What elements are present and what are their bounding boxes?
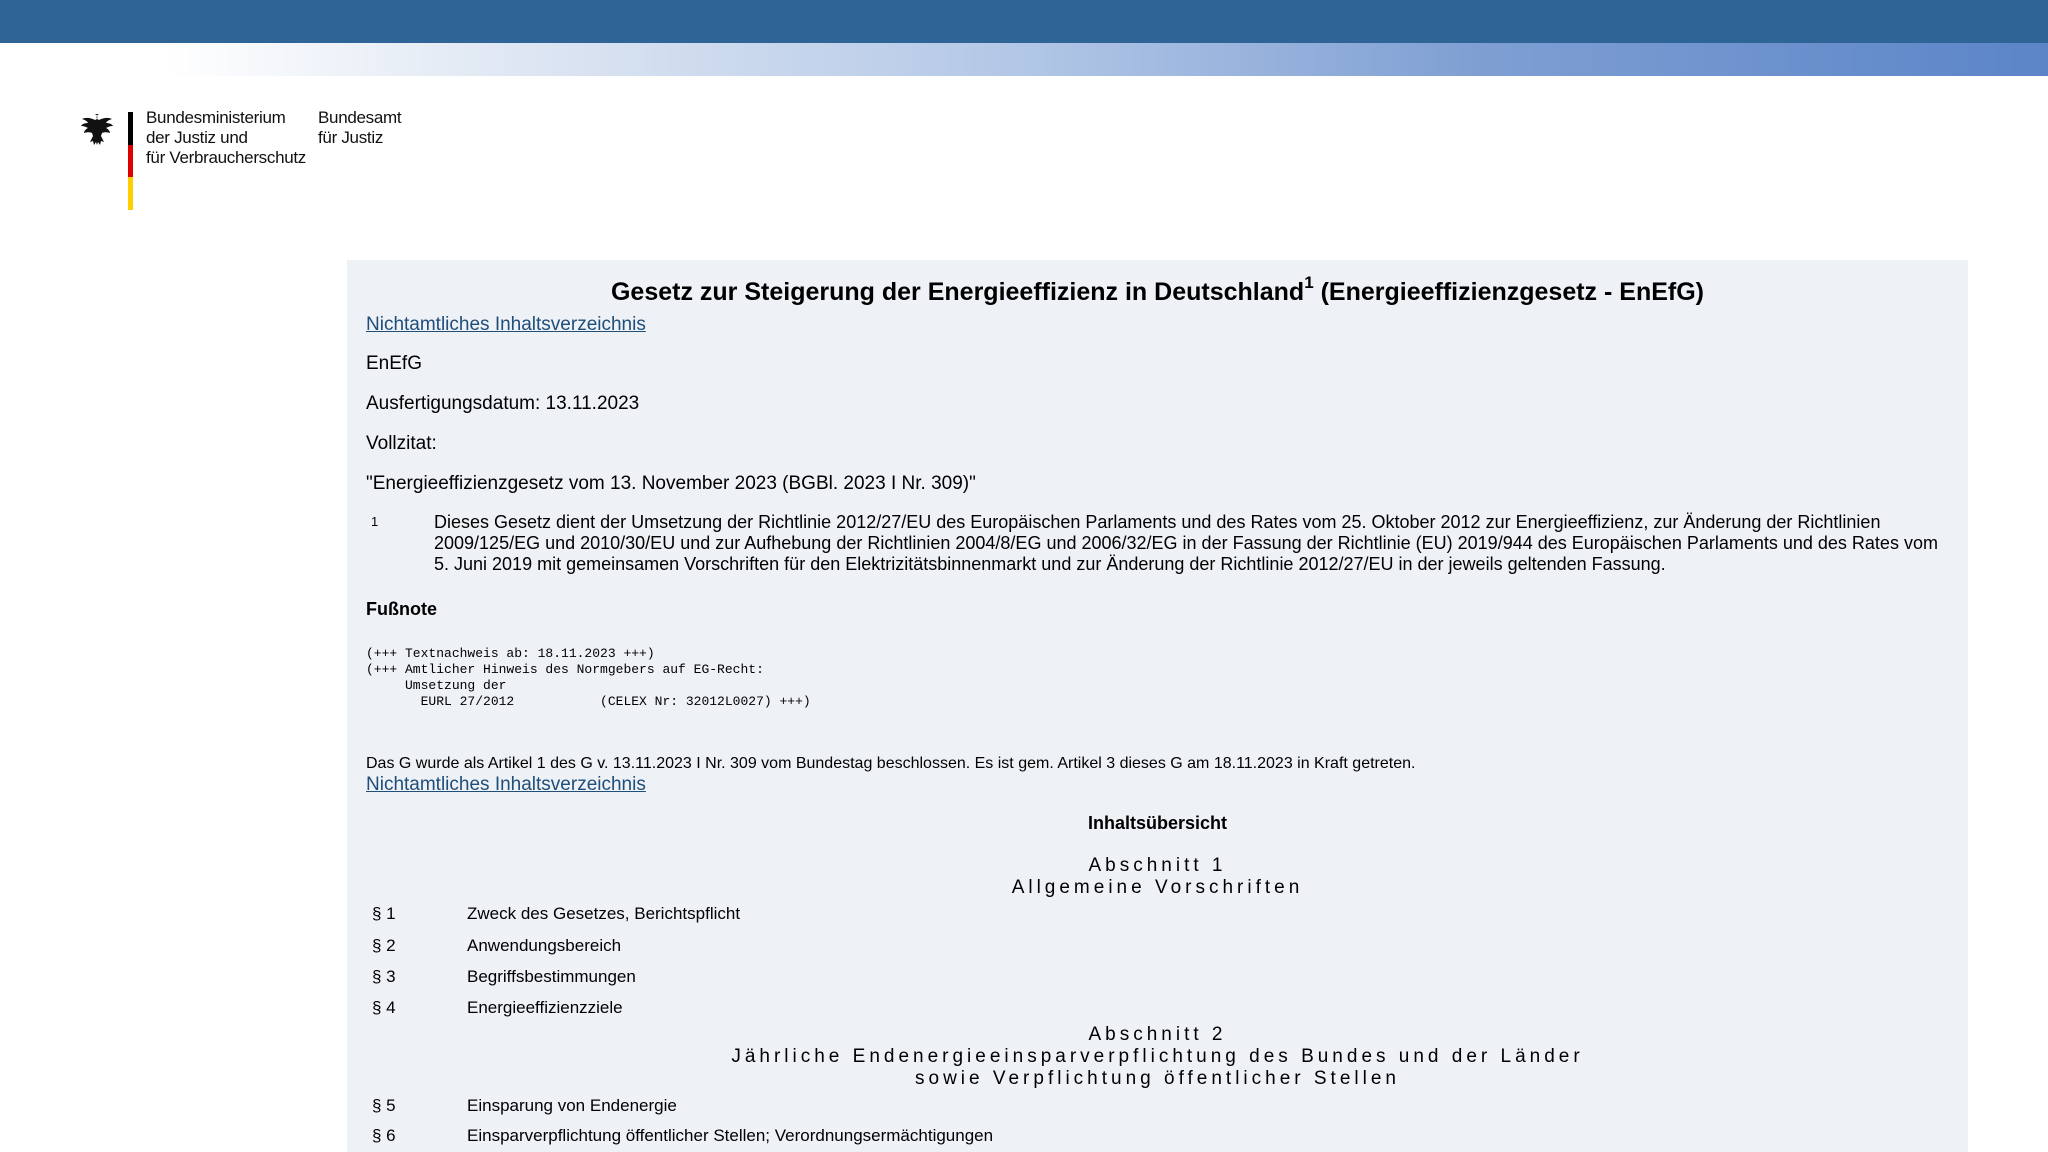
gradient-banner bbox=[0, 43, 2048, 76]
law-content-panel bbox=[347, 260, 1968, 1152]
german-flag-stripe bbox=[128, 112, 133, 210]
toc-item-link[interactable]: Zweck des Gesetzes, Berichtspflicht bbox=[467, 904, 741, 923]
flag-red bbox=[128, 145, 133, 178]
execution-date: Ausfertigungsdatum: 13.11.2023 bbox=[366, 393, 640, 414]
law-title: Gesetz zur Steigerung der Energieeffizienz in Deutschland$^1$ (Energieeffizienzgesetz - EnEfG) bbox=[610, 273, 1704, 306]
toc-item-link[interactable]: Einsparverpflichtung öffentlicher Stellen; Verordnungsermächtigungen bbox=[467, 1126, 994, 1145]
footnote-number: 1 bbox=[371, 514, 379, 529]
section-2-label: Abschnitt 2 bbox=[1088, 1024, 1227, 1045]
enactment-note: Das G wurde als Artikel 1 des G v. 13.11.2023 I Nr. 309 vom Bundestag beschlossen. Es ist gem. Artikel 3 dieses G am 18.11.2023 in Kraft getreten. bbox=[366, 755, 1416, 772]
vollzitat-label: Vollzitat: bbox=[366, 433, 437, 454]
toc-heading: Inhaltsübersicht bbox=[1087, 813, 1228, 833]
law-abbreviation: EnEfG bbox=[366, 353, 422, 374]
flag-black bbox=[128, 112, 133, 145]
vollzitat-text: "Energieeffizienzgesetz vom 13. November 2023 (BGBl. 2023 I Nr. 309)" bbox=[366, 473, 976, 494]
toc-item-number: § 5 bbox=[372, 1096, 396, 1115]
section-2-heading bbox=[347, 1024, 1968, 1090]
section-2-title-line2: sowie Verpflichtung öffentlicher Stellen bbox=[915, 1068, 1400, 1089]
toc-item-number: § 1 bbox=[372, 904, 396, 923]
toc-item-number: § 4 bbox=[372, 998, 396, 1017]
fussnote-mono-text: (+++ Textnachweis ab: 18.11.2023 +++) (+++ Amtlicher Hinweis des Normgebers auf EG-Recht: Umsetzung der EURL 27/2012 (CELEX Nr: 32012L0027) +++) bbox=[366, 646, 811, 709]
section-1-title: Allgemeine Vorschriften bbox=[1011, 877, 1304, 898]
footnote-text: Dieses Gesetz dient der Umsetzung der Richtlinie 2012/27/EU des Europäischen Parlaments und des Rates vom 25. Oktober 2012 zur Energieeffizienz, zur Änderung der Richtlinien 2009/125/EG und 2010/30/EU und zur Aufhebung der Richtlinien 2004/8/EG und 2006/32/EG in der Fassung der Richtlinie (EU) 2019/944 des Europäischen Parlaments und des Rates vom 5. Juni 2019 mit gemeinsamen Vorschriften für den Elektrizitätsbinnenmarkt und zur Änderung der Richtlinie 2012/27/EU in der jeweils geltenden Fassung. bbox=[434, 512, 1938, 574]
toc-link-2[interactable]: Nichtamtliches Inhaltsverzeichnis bbox=[366, 774, 646, 795]
office-name: Bundesamt für Justiz bbox=[318, 108, 402, 147]
section-1-heading bbox=[347, 855, 1968, 899]
toc-item-link[interactable]: Einsparung von Endenergie bbox=[467, 1096, 677, 1115]
federal-eagle-icon bbox=[80, 110, 120, 150]
toc-item-number: § 3 bbox=[372, 967, 396, 986]
flag-gold bbox=[128, 177, 133, 210]
toc-item-link[interactable]: Begriffsbestimmungen bbox=[467, 967, 636, 986]
toc-link[interactable]: Nichtamtliches Inhaltsverzeichnis bbox=[366, 314, 646, 335]
toc-item-number: § 2 bbox=[372, 936, 396, 955]
toc-item-link[interactable]: Energieeffizienzziele bbox=[467, 998, 623, 1017]
section-2-title-line1: Jährliche Endenergieeinsparverpflichtung des Bundes und der Länder bbox=[731, 1046, 1584, 1067]
fussnote-heading: Fußnote bbox=[366, 599, 437, 619]
toc-item-number: § 6 bbox=[372, 1126, 396, 1145]
top-banner bbox=[0, 0, 2048, 43]
toc-item-link[interactable]: Anwendungsbereich bbox=[467, 936, 622, 955]
ministry-name: Bundesministerium der Justiz und für Verbraucherschutz bbox=[146, 108, 307, 167]
section-1-label: Abschnitt 1 bbox=[1088, 855, 1227, 876]
title-footnote-mark: 1 bbox=[1304, 273, 1314, 292]
